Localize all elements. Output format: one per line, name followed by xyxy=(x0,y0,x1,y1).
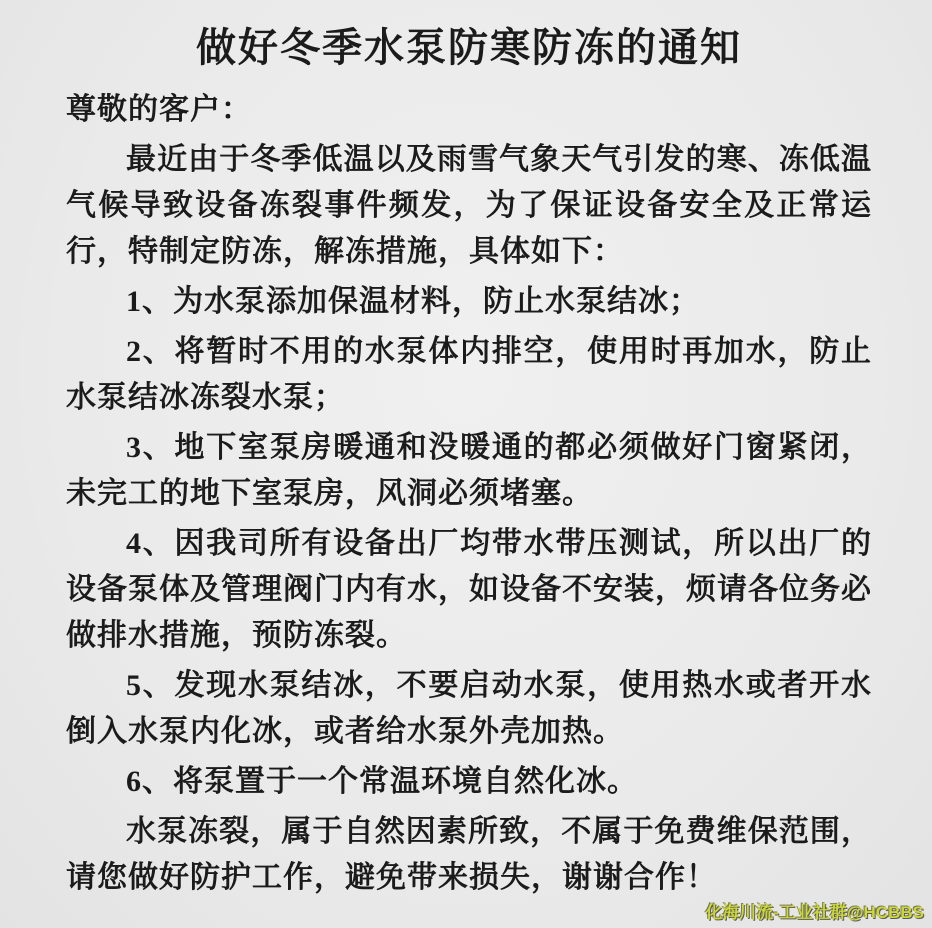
notice-item-4: 4、因我司所有设备出厂均带水带压测试，所以出厂的设备泵体及管理阀门内有水，如设备不安装，烦请各位务必做排水措施，预防冻裂。 xyxy=(66,527,872,652)
notice-title: 做好冬季水泵防寒防冻的通知 xyxy=(196,25,742,70)
notice-item-6: 6、将泵置于一个常温环境自然化冰。 xyxy=(126,765,638,798)
notice-item-5: 5、发现水泵结冰，不要启动水泵，使用热水或者开水倒入水泵内化冰，或者给水泵外壳加热。 xyxy=(66,669,872,748)
intro-paragraph: 最近由于冬季低温以及雨雪气象天气引发的寒、冻低温气候导致设备冻裂事件频发，为了保证设备安全及正常运行，特制定防冻，解冻措施，具体如下： xyxy=(66,143,872,268)
notice-item-2: 2、将暂时不用的水泵体内排空，使用时再加水，防止水泵结冰冻裂水泵； xyxy=(66,335,872,414)
notice-item-3: 3、地下室泵房暖通和没暖通的都必须做好门窗紧闭，未完工的地下室泵房，风洞必须堵塞。 xyxy=(66,431,872,510)
watermark: 化海川流-工业社群@HCBBS xyxy=(705,903,924,922)
closing-paragraph: 水泵冻裂，属于自然因素所致，不属于免费维保范围，请您做好防护工作，避免带来损失，谢谢合作！ xyxy=(66,815,872,894)
notice-item-1: 1、为水泵添加保温材料，防止水泵结冰； xyxy=(126,285,700,318)
salutation: 尊敬的客户： xyxy=(66,93,252,126)
